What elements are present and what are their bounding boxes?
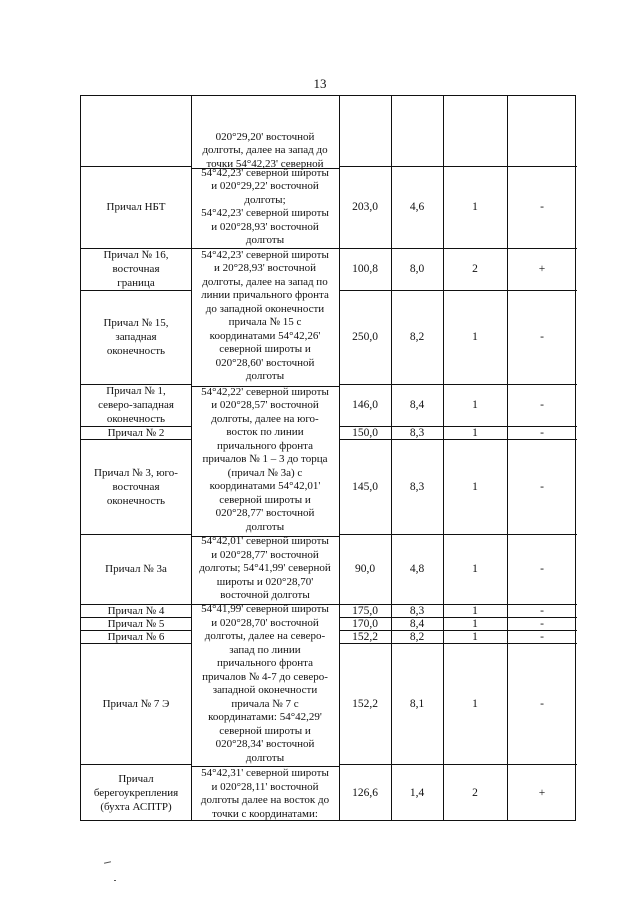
cell-count: 1 xyxy=(472,331,478,343)
cell-count: 2 xyxy=(472,263,478,275)
cell-flag: - xyxy=(540,697,544,710)
cell-name: Причал НБТ xyxy=(106,201,166,213)
cell-depth: 8,2 xyxy=(409,630,425,643)
cell-name: Причал № 3, юго- восточная оконечность xyxy=(94,466,178,507)
cell-depth: 8,3 xyxy=(409,604,425,617)
cell-depth: 8,3 xyxy=(409,426,425,439)
cell-length: 126,6 xyxy=(352,787,378,799)
cell-name: Причал № 16, восточная граница xyxy=(103,249,169,289)
cell-length: 203,0 xyxy=(352,201,378,213)
cell-flag: - xyxy=(540,480,544,493)
cell-depth: 8,2 xyxy=(409,331,425,343)
cell-count: 1 xyxy=(472,617,478,630)
cell-length: 145,0 xyxy=(352,480,378,493)
cell-length: 90,0 xyxy=(354,563,376,575)
cell-count: 2 xyxy=(472,787,478,799)
cell-depth: 8,4 xyxy=(409,617,425,630)
cell-flag: - xyxy=(540,604,544,617)
cell-coordinates: 54°41,99' северной широты и 020°28,70' восточной долготы, далее на северо- запад по линии причального фронта причалов № 4-7 до северо- западной оконечности причала № 7 с координатами: 54°42,29' северной широты и 020°28,34' восточной долготы xyxy=(201,603,329,764)
cell-coordinates: 54°42,23' северной широты и 020°29,22' восточной долготы; 54°42,23' северной широты и 020°28,93' восточной долготы xyxy=(201,166,329,246)
cell-depth: 4,8 xyxy=(409,563,425,575)
scan-artifact xyxy=(104,861,111,863)
cell-depth: 8,0 xyxy=(409,263,425,275)
cell-depth: 4,6 xyxy=(409,201,425,213)
cell-count: 1 xyxy=(472,697,478,710)
cell-length: 150,0 xyxy=(352,426,378,439)
cell-name: Причал № 3а xyxy=(105,563,167,575)
cell-count: 1 xyxy=(472,630,478,643)
cell-name: Причал № 2 xyxy=(107,426,165,439)
cell-flag: + xyxy=(538,263,546,275)
berth-table xyxy=(80,95,576,821)
page-number: 13 xyxy=(313,76,327,91)
cell-coordinates: 54°42,22' северной широты и 020°28,57' восточной долготы, далее на юго- восток по линии причального фронта причалов № 1 – 3 до торца (причал № 3а) с координатами 54°42,01' северной широты и 020°28,77' восточной долготы xyxy=(201,385,329,533)
cell-length: 100,8 xyxy=(352,263,378,275)
cell-flag: - xyxy=(540,399,544,411)
cell-count xyxy=(443,96,507,166)
cell-flag: - xyxy=(540,331,544,343)
cell-flag: - xyxy=(540,426,544,439)
cell-flag: - xyxy=(540,617,544,630)
cell-length: 152,2 xyxy=(352,697,378,710)
cell-name xyxy=(81,96,191,166)
cell-flag: - xyxy=(540,201,544,213)
cell-depth xyxy=(391,96,443,166)
cell-depth: 8,1 xyxy=(409,697,425,710)
cell-count: 1 xyxy=(472,399,478,411)
cell-count: 1 xyxy=(472,201,478,213)
cell-length: 152,2 xyxy=(352,630,378,643)
cell-coordinates: 54°42,01' северной широты и 020°28,77' восточной долготы; 54°41,99' северной широты и 020°28,70' восточной долготы xyxy=(199,535,331,602)
cell-flag xyxy=(507,96,577,166)
cell-length: 146,0 xyxy=(352,399,378,411)
cell-name: Причал № 6 xyxy=(107,630,165,643)
cell-length: 170,0 xyxy=(352,617,378,630)
cell-name: Причал № 1, северо-западная оконечность xyxy=(98,385,174,425)
cell-name: Причал берегоукрепления (бухта АСПТР) xyxy=(93,773,179,813)
cell-depth: 8,3 xyxy=(409,480,425,493)
cell-flag: - xyxy=(540,630,544,643)
cell-flag: + xyxy=(538,787,546,799)
cell-coordinates: 020°29,20' восточной долготы, далее на запад до точки 54°42,23' северной xyxy=(202,130,328,170)
cell-count: 1 xyxy=(472,604,478,617)
cell-name: Причал № 15, западная оконечность xyxy=(103,317,169,357)
cell-count: 1 xyxy=(472,480,478,493)
cell-name: Причал № 4 xyxy=(107,604,165,617)
cell-length: 175,0 xyxy=(352,604,378,617)
cell-count: 1 xyxy=(472,426,478,439)
cell-depth: 8,4 xyxy=(409,399,425,411)
cell-depth: 1,4 xyxy=(409,787,425,799)
cell-length xyxy=(339,96,391,166)
cell-name: Причал № 5 xyxy=(107,617,165,630)
cell-flag: - xyxy=(540,563,544,575)
cell-coordinates: 54°42,23' северной широты и 20°28,93' восточной долготы, далее на запад по линии причального фронта до западной оконечности причала № 15 с координатами 54°42,26' северной широты и 020°28,60' восточной долготы xyxy=(201,248,329,382)
scan-artifact xyxy=(114,880,116,881)
cell-name: Причал № 7 Э xyxy=(102,697,170,710)
cell-length: 250,0 xyxy=(352,331,378,343)
cell-count: 1 xyxy=(472,563,478,575)
cell-coordinates: 54°42,31' северной широты и 020°28,11' восточной долготы далее на восток до точки с координатами: xyxy=(200,767,330,820)
